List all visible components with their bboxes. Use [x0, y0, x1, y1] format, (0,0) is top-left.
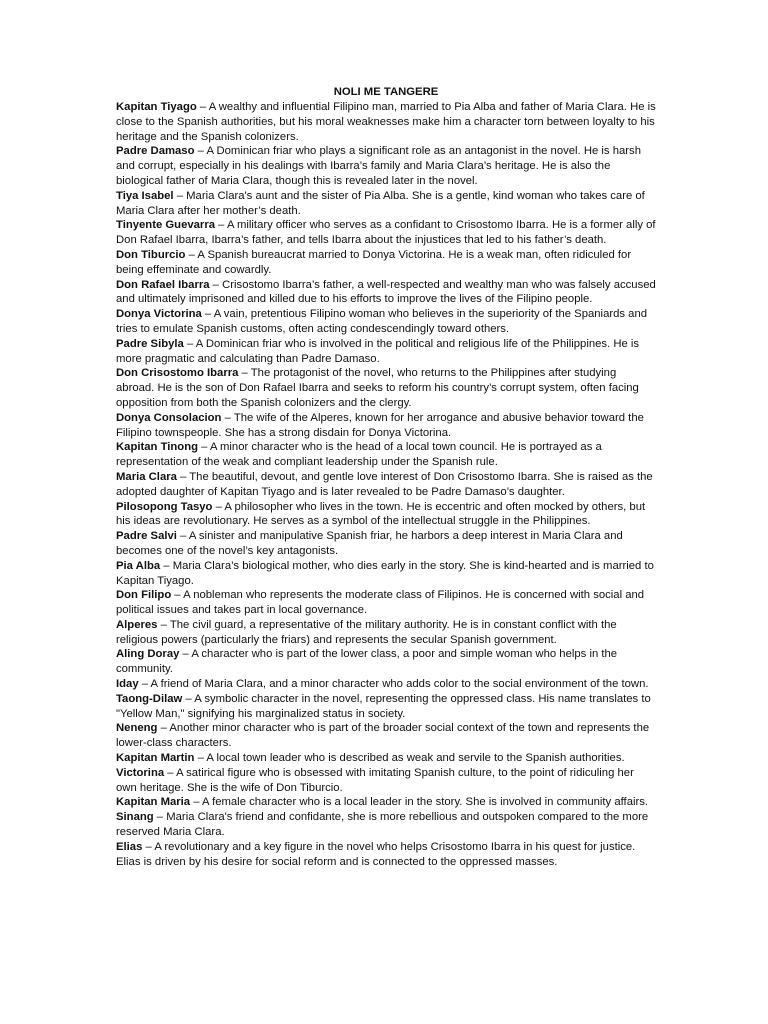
- character-entry: [116, 411, 656, 441]
- character-name: Don Rafael Ibarra: [116, 278, 210, 291]
- character-description: A local town leader who is described as weak and servile to the Spanish authorities.: [206, 752, 625, 765]
- entry-separator: –: [157, 722, 170, 735]
- character-entry: [116, 559, 656, 589]
- entry-separator: –: [194, 145, 207, 158]
- character-description: Another minor character who is part of the broader social context of the town and represents the lower-class characters.: [116, 722, 650, 750]
- character-name: Neneng: [116, 722, 158, 735]
- character-entry: [116, 840, 656, 870]
- character-name: Don Filipo: [116, 589, 172, 602]
- character-name: Padre Sibyla: [116, 337, 184, 350]
- document-page: [116, 85, 656, 869]
- character-description: A nobleman who represents the moderate class of Filipinos. He is concerned with social and political issues and takes part in local governance.: [116, 589, 645, 617]
- character-name: Kapitan Maria: [116, 796, 191, 809]
- character-entry: [116, 751, 656, 766]
- character-description: A Dominican friar who is involved in the political and religious life of the Philippines. He is more pragmatic and calculating than Padre Damaso.: [116, 337, 640, 365]
- character-description: Crisostomo Ibarra’s father, a well-respected and wealthy man who was falsely accused and ultimately imprisoned and killed due to his efforts to improve the lives of the Filipino people.: [116, 278, 656, 306]
- entry-separator: –: [182, 692, 195, 705]
- character-name: Taong-Dilaw: [116, 692, 183, 705]
- entry-separator: –: [201, 308, 214, 321]
- entry-separator: –: [176, 470, 190, 483]
- entry-separator: –: [138, 678, 151, 691]
- character-entry: [116, 337, 656, 367]
- character-list: [116, 100, 656, 869]
- entry-separator: –: [185, 248, 198, 261]
- character-name: Don Tiburcio: [116, 248, 186, 261]
- entry-separator: –: [153, 811, 167, 824]
- character-description: A military officer who serves as a confidant to Crisostomo Ibarra. He is a former ally of Don Rafael Ibarra, Ibarra’s father, and tells Ibarra about the injustices that led to his father’s death.: [116, 219, 656, 247]
- entry-separator: –: [196, 101, 209, 113]
- character-name: Pia Alba: [116, 559, 161, 572]
- character-entry: [116, 248, 656, 278]
- entry-separator: –: [212, 500, 225, 513]
- character-name: Elias: [116, 840, 143, 853]
- document-title: NOLI ME TANGERE: [333, 86, 439, 98]
- character-description: A friend of Maria Clara, and a minor character who adds color to the social environment of the town.: [150, 678, 649, 691]
- character-name: Don Crisostomo Ibarra: [116, 367, 239, 380]
- character-entry: [116, 189, 656, 219]
- character-entry: [116, 647, 656, 677]
- entry-separator: –: [194, 752, 207, 765]
- entry-separator: –: [164, 766, 177, 779]
- entry-separator: –: [157, 618, 170, 631]
- character-entry: [116, 144, 656, 188]
- character-entry: [116, 529, 656, 559]
- entry-separator: –: [198, 441, 210, 454]
- entry-separator: –: [171, 589, 184, 602]
- character-description: A character who is part of the lower class, a poor and simple woman who helps in the community.: [116, 648, 618, 676]
- entry-separator: –: [215, 219, 227, 232]
- character-name: Alperes: [116, 618, 158, 631]
- entry-separator: –: [221, 411, 234, 424]
- character-name: Padre Salvi: [116, 530, 177, 543]
- character-description: The civil guard, a representative of the military authority. He is in constant conflict with the religious powers (particularly the friars) and represents the secular Spanish government.: [116, 618, 617, 646]
- character-entry: [116, 618, 656, 648]
- character-entry: [116, 795, 656, 810]
- character-entry: [116, 440, 656, 470]
- character-description: A minor character who is the head of a local town council. He is portrayed as a representation of the weak and compliant leadership under the Spanish rule.: [116, 441, 602, 469]
- entry-separator: –: [190, 796, 203, 809]
- character-name: Aling Doray: [116, 648, 180, 661]
- character-name: Kapitan Tiyago: [116, 101, 197, 113]
- character-description: A philosopher who lives in the town. He is eccentric and often mocked by others, but his ideas are revolutionary. He serves as a symbol of the intellectual struggle in the Philippines.: [116, 500, 646, 528]
- character-name: Pilosopong Tasyo: [116, 500, 213, 513]
- character-description: Maria Clara's aunt and the sister of Pia Alba. She is a gentle, kind woman who takes care of Maria Clara after her mother’s death.: [116, 189, 645, 217]
- character-description: A Spanish bureaucrat married to Donya Victorina. He is a weak man, often ridiculed for being effeminate and cowardly.: [116, 248, 632, 276]
- entry-separator: –: [142, 840, 155, 853]
- character-entry: [116, 470, 656, 500]
- character-entry: [116, 366, 656, 410]
- character-entry: [116, 692, 656, 722]
- character-name: Victorina: [116, 766, 165, 779]
- character-entry: [116, 100, 656, 144]
- entry-separator: –: [160, 559, 173, 572]
- character-description: A wealthy and influential Filipino man, married to Pia Alba and father of Maria Clara. He is close to the Spanish authorities, but his moral weaknesses make him a character torn between loyalty to his heritage and the Spanish colonizers.: [116, 101, 656, 143]
- character-description: Maria Clara's friend and confidante, she is more rebellious and outspoken compared to the more reserved Maria Clara.: [116, 811, 649, 839]
- character-name: Donya Consolacion: [116, 411, 222, 424]
- character-name: Padre Damaso: [116, 145, 195, 158]
- character-description: A satirical figure who is obsessed with imitating Spanish culture, to the point of ridiculing her own heritage. She is the wife of Don Tiburcio.: [116, 766, 634, 794]
- character-description: A Dominican friar who plays a significant role as an antagonist in the novel. He is harsh and corrupt, especially in his dealings with Ibarra’s family and Maria Clara’s heritage. He is also the biological father of Maria Clara, though this is revealed later in the novel.: [116, 145, 641, 187]
- entry-separator: –: [173, 189, 187, 202]
- character-description: A female character who is a local leader in the story. She is involved in community affairs.: [202, 796, 649, 809]
- character-description: The wife of the Alperes, known for her arrogance and abusive behavior toward the Filipino townspeople. She has a strong disdain for Donya Victorina.: [116, 411, 644, 439]
- entry-separator: –: [179, 648, 192, 661]
- character-name: Kapitan Martin: [116, 752, 195, 765]
- entry-separator: –: [238, 367, 251, 380]
- character-description: A revolutionary and a key figure in the novel who helps Crisostomo Ibarra in his quest for justice. Elias is driven by his desire for social reform and is connected to the oppressed masses.: [116, 840, 636, 868]
- character-entry: [116, 307, 656, 337]
- character-name: Tinyente Guevarra: [116, 219, 215, 232]
- character-description: The protagonist of the novel, who returns to the Philippines after studying abroad. He is the son of Don Rafael Ibarra and seeks to reform his country’s corrupt system, often facing opposition from both the Spanish colonizers and the clergy.: [116, 367, 639, 409]
- character-description: A sinister and manipulative Spanish friar, he harbors a deep interest in Maria Clara and becomes one of the novel’s key antagonists.: [116, 530, 623, 557]
- character-name: Tiya Isabel: [116, 189, 174, 202]
- character-entry: [116, 677, 656, 692]
- character-entry: [116, 500, 656, 530]
- character-entry: [116, 588, 656, 618]
- character-name: Donya Victorina: [116, 308, 202, 321]
- character-entry: [116, 721, 656, 751]
- character-entry: [116, 810, 656, 840]
- entry-separator: –: [209, 278, 223, 291]
- character-name: Maria Clara: [116, 470, 177, 483]
- character-entry: [116, 766, 656, 796]
- character-description: Maria Clara’s biological mother, who dies early in the story. She is kind-hearted and is married to Kapitan Tiyago.: [116, 559, 654, 587]
- character-description: A vain, pretentious Filipino woman who believes in the superiority of the Spaniards and tries to emulate Spanish customs, often acting condescendingly toward others.: [116, 308, 648, 335]
- character-entry: [116, 218, 656, 248]
- character-name: Sinang: [116, 811, 154, 824]
- character-entry: [116, 278, 656, 308]
- entry-separator: –: [176, 530, 189, 543]
- character-name: Kapitan Tinong: [116, 441, 199, 454]
- character-name: Iday: [116, 678, 139, 691]
- character-description: The beautiful, devout, and gentle love interest of Don Crisostomo Ibarra. She is raised as the adopted daughter of Kapitan Tiyago and is later revealed to be Padre Damaso’s daughter.: [116, 470, 653, 498]
- entry-separator: –: [183, 337, 196, 350]
- character-description: A symbolic character in the novel, representing the oppressed class. His name translates to "Yellow Man," signifying his marginalized status in society.: [116, 692, 651, 720]
